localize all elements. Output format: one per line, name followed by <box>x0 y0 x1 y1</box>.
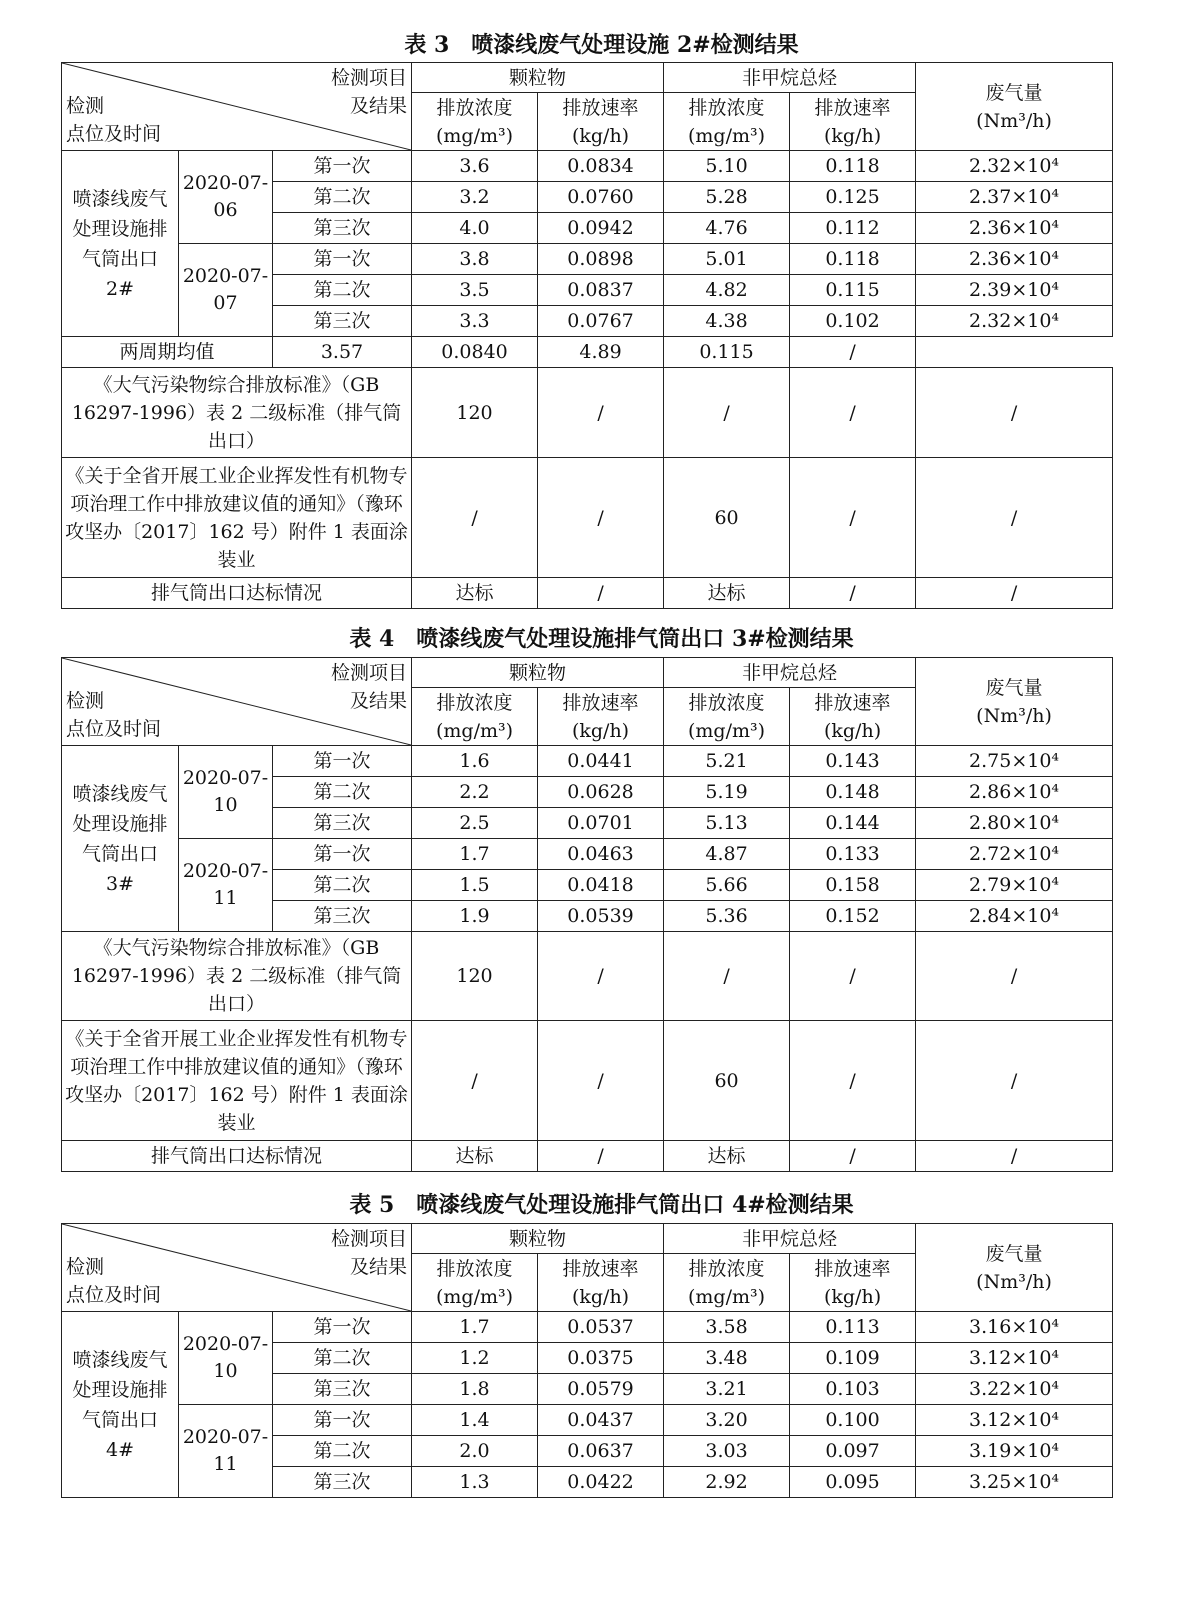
value-cell: 3.16×10⁴ <box>916 1312 1113 1343</box>
standard-row <box>62 458 1113 578</box>
value-cell: 2.75×10⁴ <box>916 746 1113 777</box>
value-cell: / <box>664 932 790 1021</box>
value-cell: 2.84×10⁴ <box>916 901 1113 932</box>
value-cell: 0.0898 <box>538 244 664 275</box>
value-cell: 0.0463 <box>538 839 664 870</box>
value-cell: 5.36 <box>664 901 790 932</box>
value-cell: 3.2 <box>412 182 538 213</box>
value-cell: / <box>916 578 1113 609</box>
value-cell: / <box>538 368 664 458</box>
header-nmhc: 非甲烷总烃 <box>664 658 916 688</box>
value-cell: 0.0701 <box>538 808 664 839</box>
header-items: 检测项目 <box>331 662 408 684</box>
value-cell: 0.0537 <box>538 1312 664 1343</box>
value-cell: 4.0 <box>412 213 538 244</box>
value-cell: 1.6 <box>412 746 538 777</box>
value-cell: 0.0422 <box>538 1467 664 1498</box>
value-cell: 0.133 <box>790 839 916 870</box>
standard-row <box>62 1021 1113 1141</box>
run-cell: 第三次 <box>273 1374 412 1405</box>
date-cell: 2020-07-06 <box>179 151 273 244</box>
value-cell: 4.76 <box>664 213 790 244</box>
run-cell: 第三次 <box>273 1467 412 1498</box>
value-cell: 5.13 <box>664 808 790 839</box>
value-cell: 3.20 <box>664 1405 790 1436</box>
header-point: 检测 <box>66 690 105 712</box>
value-cell: / <box>790 458 916 578</box>
value-cell: 0.152 <box>790 901 916 932</box>
value-cell: 2.92 <box>664 1467 790 1498</box>
value-cell: / <box>538 458 664 578</box>
header-results: 及结果 <box>350 1256 408 1278</box>
value-cell: / <box>538 1141 664 1172</box>
value-cell: 1.9 <box>412 901 538 932</box>
header-conc: 排放浓度 (mg/m³) <box>664 1254 790 1312</box>
value-cell: 0.095 <box>790 1467 916 1498</box>
diagonal-header <box>62 63 412 151</box>
value-cell: 5.66 <box>664 870 790 901</box>
standard-row <box>62 932 1113 1021</box>
run-cell: 第一次 <box>273 839 412 870</box>
value-cell: / <box>916 368 1113 458</box>
header-nmhc: 非甲烷总烃 <box>664 63 916 93</box>
value-cell: 0.0418 <box>538 870 664 901</box>
header-rate: 排放速率 (kg/h) <box>790 93 916 151</box>
value-cell: 1.5 <box>412 870 538 901</box>
value-cell: / <box>538 932 664 1021</box>
value-cell: 0.100 <box>790 1405 916 1436</box>
value-cell: / <box>664 368 790 458</box>
header-results: 及结果 <box>350 690 408 712</box>
table-row <box>62 746 1113 777</box>
run-cell: 第一次 <box>273 1312 412 1343</box>
value-cell: 0.158 <box>790 870 916 901</box>
value-cell: 5.10 <box>664 151 790 182</box>
run-cell: 第二次 <box>273 777 412 808</box>
run-cell: 第一次 <box>273 746 412 777</box>
run-cell: 第二次 <box>273 1343 412 1374</box>
value-cell: 0.0539 <box>538 901 664 932</box>
value-cell: 1.7 <box>412 1312 538 1343</box>
average-label: 两周期均值 <box>62 337 273 368</box>
value-cell: 2.5 <box>412 808 538 839</box>
header-conc: 排放浓度 (mg/m³) <box>412 93 538 151</box>
compliance-row <box>62 578 1113 609</box>
value-cell: 达标 <box>412 578 538 609</box>
value-cell: 2.79×10⁴ <box>916 870 1113 901</box>
value-cell: / <box>790 1141 916 1172</box>
value-cell: 0.148 <box>790 777 916 808</box>
value-cell: 3.25×10⁴ <box>916 1467 1113 1498</box>
table-3-caption: 表 3 喷漆线废气处理设施 2#检测结果 <box>404 32 799 58</box>
value-cell: / <box>916 1021 1113 1141</box>
value-cell: 2.0 <box>412 1436 538 1467</box>
value-cell: 3.21 <box>664 1374 790 1405</box>
header-particulate: 颗粒物 <box>412 1224 664 1254</box>
value-cell: 3.5 <box>412 275 538 306</box>
run-cell: 第一次 <box>273 244 412 275</box>
table-5-caption: 表 5 喷漆线废气处理设施排气筒出口 4#检测结果 <box>349 1192 854 1218</box>
value-cell: 0.109 <box>790 1343 916 1374</box>
value-cell: 4.89 <box>538 337 664 368</box>
header-items: 检测项目 <box>331 67 408 89</box>
value-cell: 0.0628 <box>538 777 664 808</box>
value-cell: 0.0760 <box>538 182 664 213</box>
value-cell: 3.58 <box>664 1312 790 1343</box>
value-cell: 4.82 <box>664 275 790 306</box>
value-cell: 3.6 <box>412 151 538 182</box>
value-cell: / <box>538 1021 664 1141</box>
value-cell: / <box>790 368 916 458</box>
table-4-caption: 表 4 喷漆线废气处理设施排气筒出口 3#检测结果 <box>349 626 854 652</box>
header-results: 及结果 <box>350 95 408 117</box>
location-cell: 喷漆线废气处理设施排气筒出口 4# <box>62 1312 179 1498</box>
value-cell: 2.37×10⁴ <box>916 182 1113 213</box>
run-cell: 第三次 <box>273 306 412 337</box>
run-cell: 第二次 <box>273 275 412 306</box>
compliance-label: 排气筒出口达标情况 <box>62 1141 412 1172</box>
value-cell: 0.0942 <box>538 213 664 244</box>
value-cell: 0.0375 <box>538 1343 664 1374</box>
header-rate: 排放速率 (kg/h) <box>538 1254 664 1312</box>
value-cell: 0.115 <box>664 337 790 368</box>
value-cell: 3.12×10⁴ <box>916 1405 1113 1436</box>
value-cell: 2.86×10⁴ <box>916 777 1113 808</box>
value-cell: 1.7 <box>412 839 538 870</box>
value-cell: 3.8 <box>412 244 538 275</box>
run-cell: 第三次 <box>273 901 412 932</box>
value-cell: 5.21 <box>664 746 790 777</box>
value-cell: 2.36×10⁴ <box>916 244 1113 275</box>
value-cell: 1.8 <box>412 1374 538 1405</box>
value-cell: 0.0840 <box>412 337 538 368</box>
run-cell: 第一次 <box>273 1405 412 1436</box>
value-cell: / <box>790 1021 916 1141</box>
value-cell: 0.0441 <box>538 746 664 777</box>
value-cell: / <box>916 1141 1113 1172</box>
table-row <box>62 1405 1113 1436</box>
value-cell: 0.143 <box>790 746 916 777</box>
value-cell: 0.0767 <box>538 306 664 337</box>
value-cell: 0.112 <box>790 213 916 244</box>
value-cell: 4.87 <box>664 839 790 870</box>
standard-row <box>62 368 1113 458</box>
value-cell: 60 <box>664 458 790 578</box>
run-cell: 第二次 <box>273 182 412 213</box>
table-5 <box>61 1223 1113 1498</box>
value-cell: 120 <box>412 368 538 458</box>
value-cell: 0.0837 <box>538 275 664 306</box>
value-cell: 1.2 <box>412 1343 538 1374</box>
value-cell: / <box>916 458 1113 578</box>
value-cell: / <box>916 932 1113 1021</box>
value-cell: 120 <box>412 932 538 1021</box>
value-cell: 2.36×10⁴ <box>916 213 1113 244</box>
value-cell: 3.03 <box>664 1436 790 1467</box>
date-cell: 2020-07-11 <box>179 1405 273 1498</box>
run-cell: 第二次 <box>273 1436 412 1467</box>
value-cell: / <box>412 1021 538 1141</box>
header-rate: 排放速率 (kg/h) <box>790 688 916 746</box>
value-cell: 2.80×10⁴ <box>916 808 1113 839</box>
diagonal-header <box>62 1224 412 1312</box>
standard-text: 《关于全省开展工业企业挥发性有机物专项治理工作中排放建议值的通知》（豫环攻坚办〔2017〕162 号）附件 1 表面涂装业 <box>62 1021 412 1141</box>
compliance-label: 排气筒出口达标情况 <box>62 578 412 609</box>
standard-text: 《大气污染物综合排放标准》（GB 16297-1996）表 2 二级标准（排气筒出口） <box>62 932 412 1021</box>
value-cell: 1.4 <box>412 1405 538 1436</box>
value-cell: 0.118 <box>790 244 916 275</box>
header-nmhc: 非甲烷总烃 <box>664 1224 916 1254</box>
table-3 <box>61 62 1113 609</box>
value-cell: 3.48 <box>664 1343 790 1374</box>
value-cell: 3.3 <box>412 306 538 337</box>
header-conc: 排放浓度 (mg/m³) <box>664 688 790 746</box>
value-cell: 3.22×10⁴ <box>916 1374 1113 1405</box>
value-cell: 3.19×10⁴ <box>916 1436 1113 1467</box>
value-cell: / <box>790 337 916 368</box>
value-cell: 0.102 <box>790 306 916 337</box>
location-cell: 喷漆线废气处理设施排气筒出口 2# <box>62 151 179 337</box>
value-cell: 0.144 <box>790 808 916 839</box>
value-cell: 0.125 <box>790 182 916 213</box>
diagonal-header <box>62 658 412 746</box>
table-row <box>62 244 1113 275</box>
header-point: 检测 <box>66 95 105 117</box>
value-cell: 3.57 <box>273 337 412 368</box>
value-cell: 0.115 <box>790 275 916 306</box>
header-flow: 废气量 (Nm³/h) <box>916 658 1113 746</box>
run-cell: 第三次 <box>273 808 412 839</box>
standard-text: 《大气污染物综合排放标准》（GB 16297-1996）表 2 二级标准（排气筒出口） <box>62 368 412 458</box>
date-cell: 2020-07-07 <box>179 244 273 337</box>
value-cell: 0.103 <box>790 1374 916 1405</box>
value-cell: 2.39×10⁴ <box>916 275 1113 306</box>
value-cell: 2.32×10⁴ <box>916 306 1113 337</box>
value-cell: 0.0437 <box>538 1405 664 1436</box>
value-cell: / <box>790 932 916 1021</box>
header-particulate: 颗粒物 <box>412 658 664 688</box>
value-cell: 0.0834 <box>538 151 664 182</box>
run-cell: 第一次 <box>273 151 412 182</box>
value-cell: 达标 <box>412 1141 538 1172</box>
header-items: 检测项目 <box>331 1228 408 1250</box>
header-particulate: 颗粒物 <box>412 63 664 93</box>
run-cell: 第二次 <box>273 870 412 901</box>
header-flow: 废气量 (Nm³/h) <box>916 63 1113 151</box>
header-flow: 废气量 (Nm³/h) <box>916 1224 1113 1312</box>
compliance-row <box>62 1141 1113 1172</box>
value-cell: 3.12×10⁴ <box>916 1343 1113 1374</box>
value-cell: 2.32×10⁴ <box>916 151 1113 182</box>
value-cell: 0.0579 <box>538 1374 664 1405</box>
value-cell: 60 <box>664 1021 790 1141</box>
value-cell: 0.097 <box>790 1436 916 1467</box>
value-cell: 2.2 <box>412 777 538 808</box>
table-row <box>62 839 1113 870</box>
header-conc: 排放浓度 (mg/m³) <box>664 93 790 151</box>
location-cell: 喷漆线废气处理设施排气筒出口 3# <box>62 746 179 932</box>
value-cell: 5.01 <box>664 244 790 275</box>
value-cell: 达标 <box>664 578 790 609</box>
value-cell: 0.0637 <box>538 1436 664 1467</box>
value-cell: 0.113 <box>790 1312 916 1343</box>
value-cell: / <box>790 578 916 609</box>
value-cell: 达标 <box>664 1141 790 1172</box>
header-rate: 排放速率 (kg/h) <box>790 1254 916 1312</box>
table-4 <box>61 657 1113 1172</box>
table-row <box>62 1312 1113 1343</box>
value-cell: 4.38 <box>664 306 790 337</box>
run-cell: 第三次 <box>273 213 412 244</box>
date-cell: 2020-07-10 <box>179 746 273 839</box>
value-cell: / <box>412 458 538 578</box>
header-rate: 排放速率 (kg/h) <box>538 688 664 746</box>
table-row <box>62 151 1113 182</box>
header-rate: 排放速率 (kg/h) <box>538 93 664 151</box>
value-cell: 5.28 <box>664 182 790 213</box>
header-point-time: 点位及时间 <box>66 1284 162 1306</box>
standard-text: 《关于全省开展工业企业挥发性有机物专项治理工作中排放建议值的通知》（豫环攻坚办〔2017〕162 号）附件 1 表面涂装业 <box>62 458 412 578</box>
value-cell: / <box>538 578 664 609</box>
header-point-time: 点位及时间 <box>66 718 162 740</box>
header-point-time: 点位及时间 <box>66 123 162 145</box>
date-cell: 2020-07-11 <box>179 839 273 932</box>
average-row <box>62 337 1113 368</box>
header-conc: 排放浓度 (mg/m³) <box>412 1254 538 1312</box>
header-point: 检测 <box>66 1256 105 1278</box>
date-cell: 2020-07-10 <box>179 1312 273 1405</box>
value-cell: 1.3 <box>412 1467 538 1498</box>
value-cell: 5.19 <box>664 777 790 808</box>
value-cell: 0.118 <box>790 151 916 182</box>
value-cell: 2.72×10⁴ <box>916 839 1113 870</box>
header-conc: 排放浓度 (mg/m³) <box>412 688 538 746</box>
